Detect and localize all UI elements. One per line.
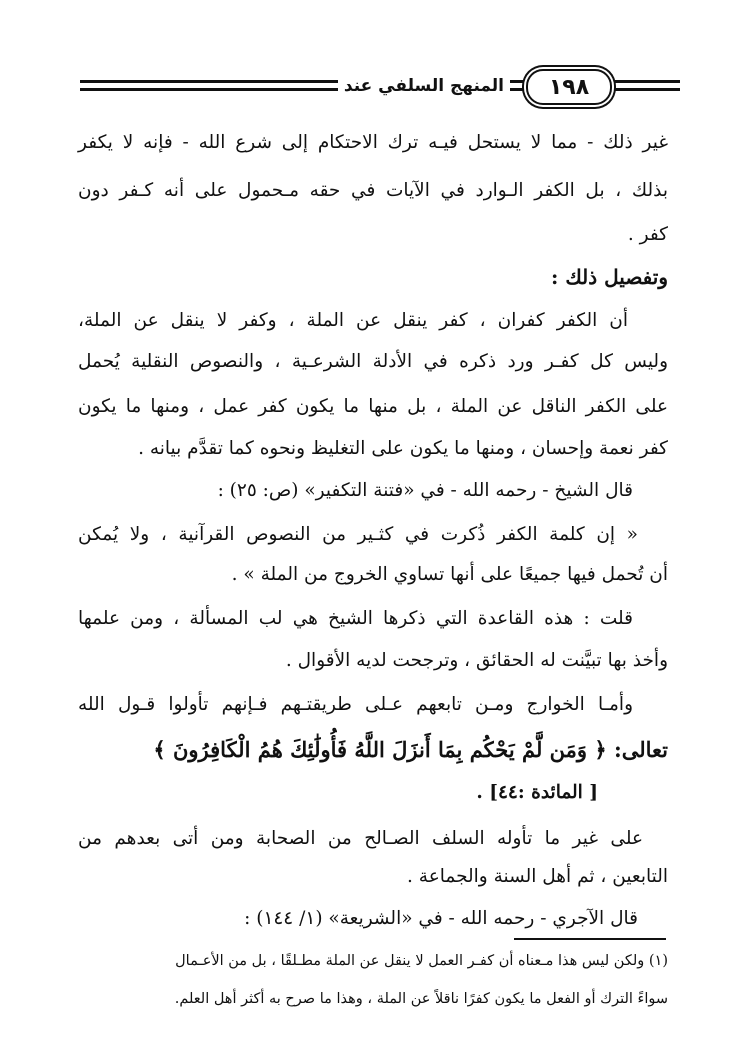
text-line: وأمـا الخوارج ومـن تابعهم عـلى طريقتـهم فـإنهم تأولوا قـول الله <box>78 694 633 715</box>
quote-line: أن تُحمل فيها جميعًا على أنها تساوي الخروج من الملة » . <box>231 564 668 585</box>
text-line: كفر نعمة وإحسان ، ومنها ما يكون على التغليظ ونحوه كما تقدَّم بيانه . <box>138 438 668 459</box>
text-line: على غير ما تأوله السلف الصـالح من الصحابة ومن أتى بعدهم من <box>78 828 643 849</box>
text-line: وأخذ بها تبيَّنت له الحقائق ، وترجحت لديه الأقوال . <box>285 650 668 671</box>
text-line: كفر . <box>627 224 668 245</box>
text-line: وليس كل كفـر ورد ذكره في الأدلة الشرعـية ، والنصوص النقلية يُحمل <box>78 351 668 372</box>
text-line: غير ذلك - مما لا يستحل فيـه ترك الاحتكام إلى شرع الله - فإنه لا يكفر <box>78 132 668 153</box>
footnote-line: سواءً الترك أو الفعل ما يكون كفرًا ناقلاً عن الملة ، وهذا ما صرح به أكثر أهل العلم. <box>174 991 668 1007</box>
text-line: بذلك ، بل الكفر الـوارد في الآيات في حقه مـحمول على أنه كـفر دون <box>78 180 668 201</box>
section-heading: وتفصيل ذلك : <box>550 265 668 289</box>
text-line: قلت : هذه القاعدة التي ذكرها الشيخ هي لب المسألة ، ومن علمها <box>78 608 633 629</box>
footnote-separator <box>514 938 666 940</box>
footnote-line: (١) ولكن ليس هذا مـعناه أن كفـر العمل لا ينقل عن الملة مطـلقًا ، بل من الأعـمال <box>175 953 668 969</box>
running-title: المنهج السلفي عند <box>338 68 510 104</box>
verse-reference: [ المائدة :٤٤] . <box>476 782 598 803</box>
page-number: ١٩٨ <box>526 69 612 105</box>
text-line: التابعين ، ثم أهل السنة والجماعة . <box>407 866 668 887</box>
quote-line: « إن كلمة الكفر ذُكرت في كثـير من النصوص القرآنية ، ولا يُمكن <box>78 524 638 545</box>
citation-line: قال الآجري - رحمه الله - في «الشريعة» (١/ ١٤٤) : <box>244 908 638 929</box>
text-line: على الكفر الناقل عن الملة ، بل منها ما يكون كفر عمل ، ومنها ما يكون <box>78 396 668 417</box>
citation-line: قال الشيخ - رحمه الله - في «فتنة التكفير» (ص: ٢٥) : <box>217 480 633 501</box>
quran-verse: تعالى: ﴿ وَمَن لَّمْ يَحْكُم بِمَا أَنزَلَ اللَّهُ فَأُولَٰئِكَ هُمُ الْكَافِرُونَ ﴾ <box>153 737 668 762</box>
page-header <box>80 68 680 108</box>
text-line: أن الكفر كفران ، كفر ينقل عن الملة ، وكفر لا ينقل عن الملة، <box>78 310 628 331</box>
